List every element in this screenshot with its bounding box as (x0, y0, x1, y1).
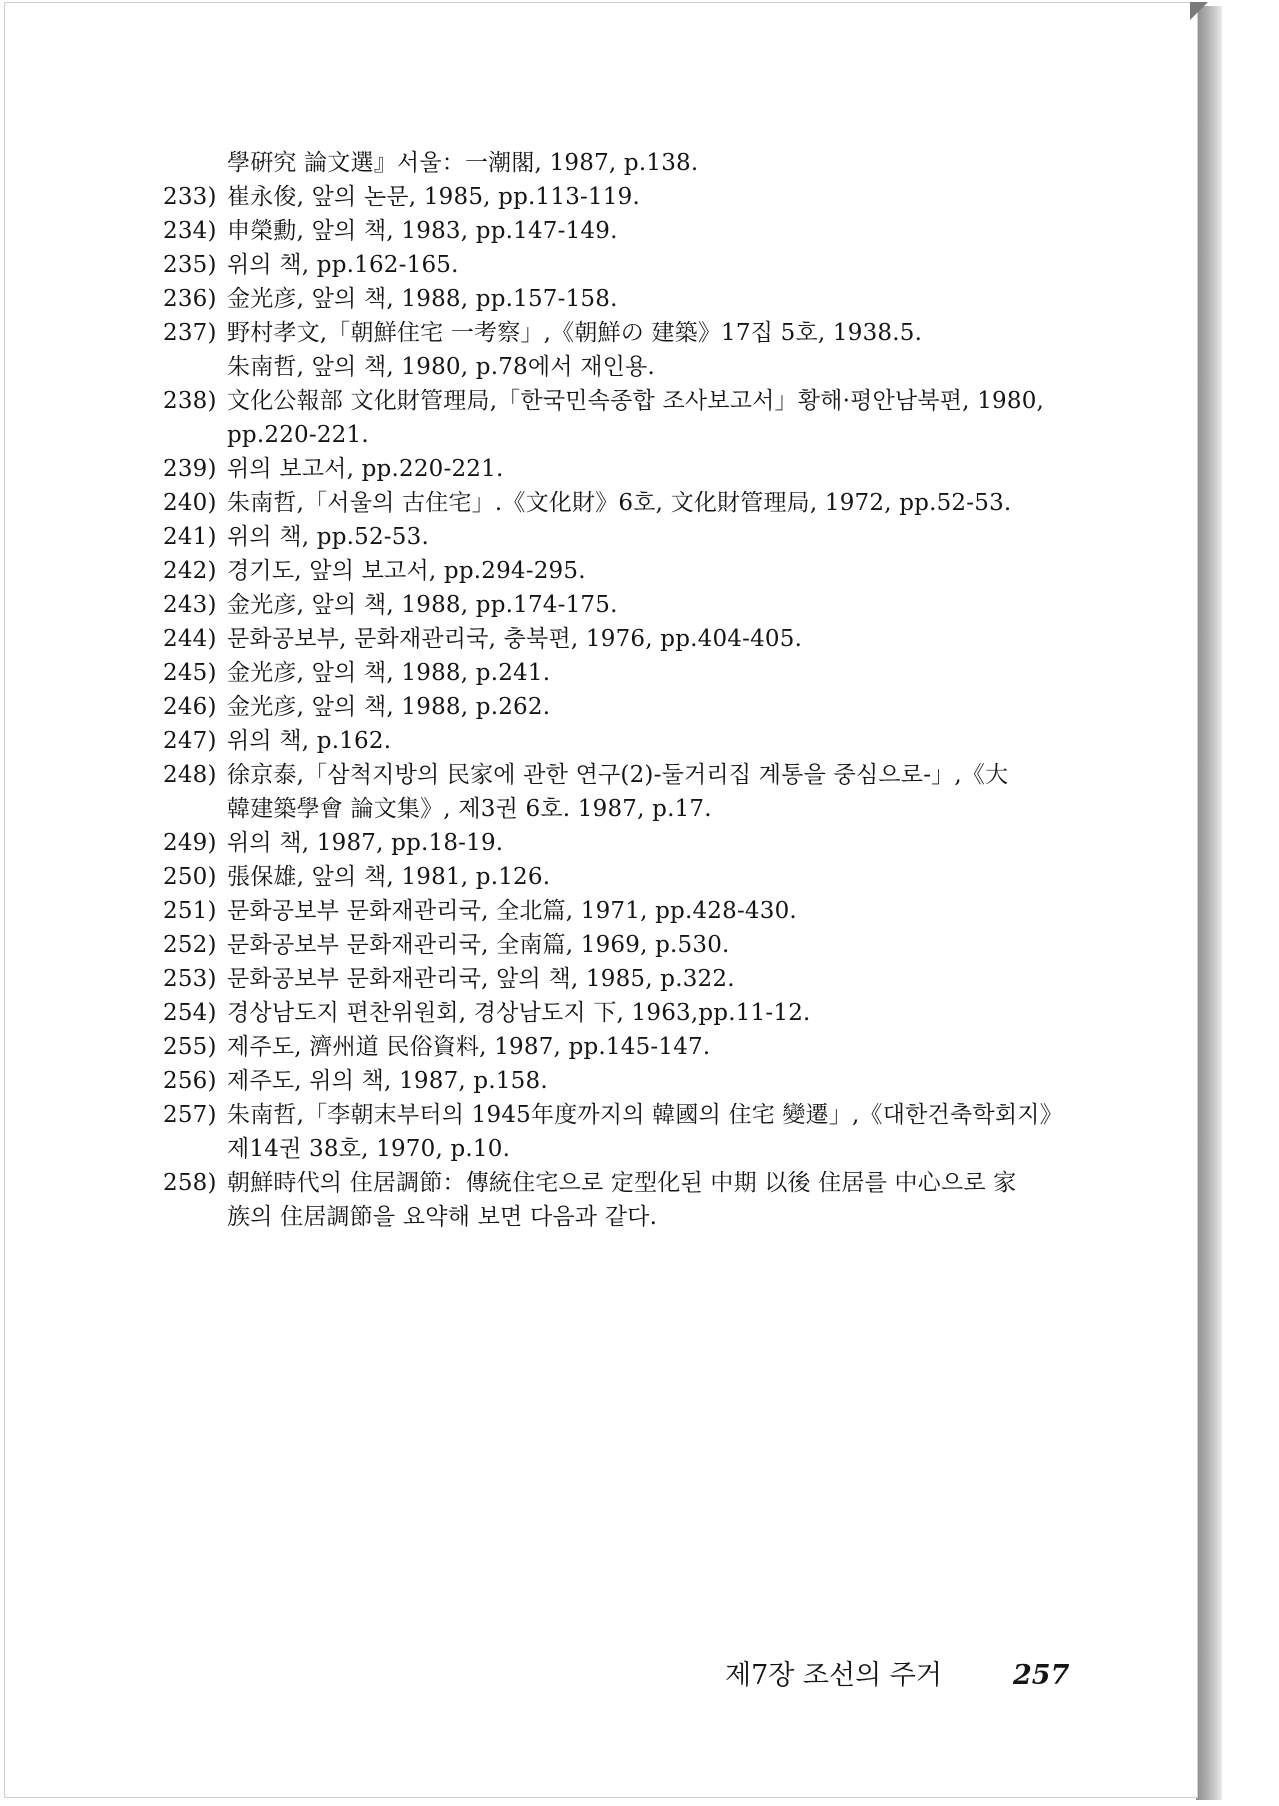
note-text: 金光彦, 앞의 책, 1988, p.241. (227, 660, 551, 686)
note-text: 金光彦, 앞의 책, 1988, p.262. (227, 694, 551, 720)
note-number: 253) (163, 966, 217, 992)
note-text: 위의 책, pp.162-165. (227, 252, 459, 278)
note-number: 241) (163, 524, 217, 550)
note-number: 242) (163, 558, 217, 584)
note-number: 249) (163, 830, 217, 856)
note-text: 제14권 38호, 1970, p.10. (227, 1136, 511, 1162)
note-text: 문화공보부 문화재관리국, 全北篇, 1971, pp.428-430. (227, 898, 797, 924)
note-number: 256) (163, 1068, 217, 1094)
note-number: 237) (163, 320, 217, 346)
note-number: 240) (163, 490, 217, 516)
note-text: 學硏究 論文選』서울：一潮閣, 1987, p.138. (227, 150, 699, 176)
note-number: 254) (163, 1000, 217, 1026)
note-number: 245) (163, 660, 217, 686)
note-number: 239) (163, 456, 217, 482)
note-number: 252) (163, 932, 217, 958)
note-number: 235) (163, 252, 217, 278)
note-number: 250) (163, 864, 217, 890)
note-number: 257) (163, 1102, 217, 1128)
note-number: 233) (163, 184, 217, 210)
note-text: 金光彦, 앞의 책, 1988, pp.157-158. (227, 286, 618, 312)
note-text: 朱南哲,「서울의 古住宅」.《文化財》6호, 文化財管理局, 1972, pp.52-53. (227, 490, 1012, 516)
note-text: 徐京泰,「삼척지방의 民家에 관한 연구(2)-둘거리집 계통을 중심으로-」,《大 (227, 762, 1009, 788)
note-text: 문화공보부, 문화재관리국, 충북편, 1976, pp.404-405. (227, 626, 803, 652)
note-text: 경상남도지 편찬위원회, 경상남도지 下, 1963,pp.11-12. (227, 1000, 811, 1026)
note-text: 朱南哲,「李朝末부터의 1945年度까지의 韓國의 住宅 變遷」,《대한건축학회지》 (227, 1102, 1063, 1128)
note-text: 문화공보부 문화재관리국, 全南篇, 1969, p.530. (227, 932, 730, 958)
note-number: 248) (163, 762, 217, 788)
page-footer (725, 1658, 1070, 1694)
chapter-title: 제7장 조선의 주거 (725, 1660, 942, 1691)
note-number: 251) (163, 898, 217, 924)
note-text: 崔永俊, 앞의 논문, 1985, pp.113-119. (227, 184, 641, 210)
note-text: 族의 住居調節을 요약해 보면 다음과 같다. (227, 1204, 658, 1230)
note-number: 247) (163, 728, 217, 754)
note-number: 246) (163, 694, 217, 720)
note-text: 張保雄, 앞의 책, 1981, p.126. (227, 864, 551, 890)
note-text: 경기도, 앞의 보고서, pp.294-295. (227, 558, 586, 584)
note-text: 위의 책, 1987, pp.18-19. (227, 830, 504, 856)
note-number: 255) (163, 1034, 217, 1060)
note-number: 244) (163, 626, 217, 652)
note-number: 238) (163, 388, 217, 414)
note-text: 金光彦, 앞의 책, 1988, pp.174-175. (227, 592, 618, 618)
page-edge-shadow (1196, 6, 1222, 1800)
note-text: 제주도, 위의 책, 1987, p.158. (227, 1068, 548, 1094)
note-number: 234) (163, 218, 217, 244)
note-text: 문화공보부 문화재관리국, 앞의 책, 1985, p.322. (227, 966, 735, 992)
note-text: 위의 책, pp.52-53. (227, 524, 429, 550)
note-text: 위의 보고서, pp.220-221. (227, 456, 504, 482)
note-text: 朱南哲, 앞의 책, 1980, p.78에서 재인용. (227, 354, 655, 380)
page-corner-fold (1190, 2, 1208, 20)
page-number: 257 (1013, 1660, 1070, 1691)
note-number: 258) (163, 1170, 217, 1196)
note-text: 朝鮮時代의 住居調節：傳統住宅으로 定型化된 中期 以後 住居를 中心으로 家 (227, 1170, 1017, 1196)
note-text: 韓建築學會 論文集》, 제3권 6호. 1987, p.17. (227, 796, 712, 822)
note-text: 野村孝文,「朝鮮住宅 一考察」,《朝鮮の 建築》17집 5호, 1938.5. (227, 320, 923, 346)
note-text: 申榮勳, 앞의 책, 1983, pp.147-149. (227, 218, 618, 244)
note-text: pp.220-221. (227, 422, 369, 448)
document-page (4, 2, 1198, 1798)
note-text: 文化公報部 文化財管理局,「한국민속종합 조사보고서」황해·평안남북편, 1980, (227, 388, 1045, 414)
note-text: 위의 책, p.162. (227, 728, 392, 754)
note-number: 236) (163, 286, 217, 312)
note-number: 243) (163, 592, 217, 618)
note-text: 제주도, 濟州道 民俗資料, 1987, pp.145-147. (227, 1034, 711, 1060)
